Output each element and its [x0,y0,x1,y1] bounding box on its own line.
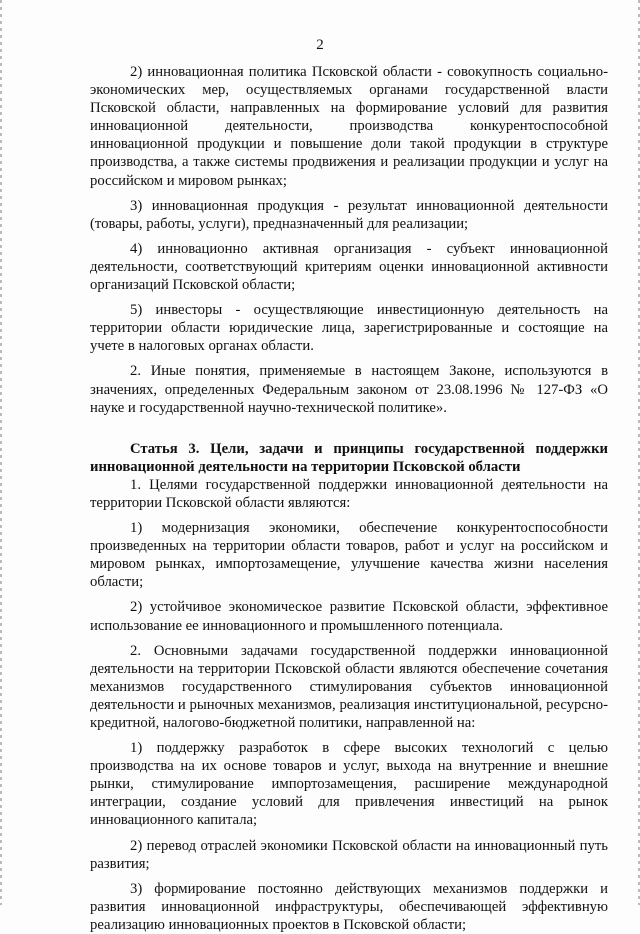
paragraph-goals: 1. Целями государственной поддержки инновационной деятельности на территории Псковской области являются: [90,476,608,511]
scan-left-edge [0,0,2,905]
article-3-heading: Статья 3. Цели, задачи и принципы государственной поддержки инновационной деятельности на территории Псковской области [90,440,608,475]
paragraph-definition-5: 5) инвесторы - осуществляющие инвестиционную деятельность на территории области юридические лица, зарегистрированные и состоящие на учете в налоговых органах области. [90,302,608,355]
paragraph-tasks: 2. Основными задачами государственной поддержки инновационной деятельности на территории Псковской области являются обеспечение сочетания механизмов государственного стимулирования субъектов инновационной деятельности и рыночных механизмов, реализация институциональной, ресурсно-кредитной, налогово-бюджетной политики, направленной на: [90,642,608,731]
page-number: 2 [316,37,324,53]
paragraph-goal-2: 2) устойчивое экономическое развитие Псковской области, эффективное использование ее инновационного и промышленного потенциала. [90,599,608,634]
paragraph-goal-1: 1) модернизация экономики, обеспечение конкурентоспособности произведенных на территории области товаров, работ и услуг на российском и мировом рынках, импортозамещение, улучшение качества жизни населения области; [90,520,608,591]
paragraph-other-terms: 2. Иные понятия, применяемые в настоящем Законе, используются в значениях, определенных Федеральным законом от 23.08.1996 № 127-ФЗ «О науке и государственной научно-технической политике». [90,363,608,416]
document-body [90,63,608,934]
paragraph-definition-2: 2) инновационная политика Псковской области - совокупность социально-экономических мер, осуществляемых органами государственной власти Псковской области, направленных на формирование условий для развития инновационной деятельности, производства конкурентоспособной инновационной продукции и повышение доли такой продукции в структуре производства, а также системы продвижения и реализации продукции и услуг на российском и мировом рынках; [90,64,608,189]
paragraph-task-2: 2) перевод отраслей экономики Псковской области на инновационный путь развития; [90,837,608,872]
paragraph-task-1: 1) поддержку разработок в сфере высоких технологий с целью производства на их основе товаров и услуг, выхода на внутренние и внешние рынки, стимулирование импортозамещения, расширение международной интеграции, создание условий для привлечения инвестиций на рынок инновационного капитала; [90,740,608,829]
paragraph-definition-4: 4) инновационно активная организация - субъект инновационной деятельности, соответствующий критериям оценки инновационной активности организаций Псковской области; [90,240,608,294]
paragraph-definition-3: 3) инновационная продукция - результат инновационной деятельности (товары, работы, услуги), предназначенный для реализации; [90,197,608,232]
paragraph-task-3: 3) формирование постоянно действующих механизмов поддержки и развития инновационной инфраструктуры, обеспечивающей эффективную реализацию инновационных проектов в Псковской области; [90,880,608,933]
